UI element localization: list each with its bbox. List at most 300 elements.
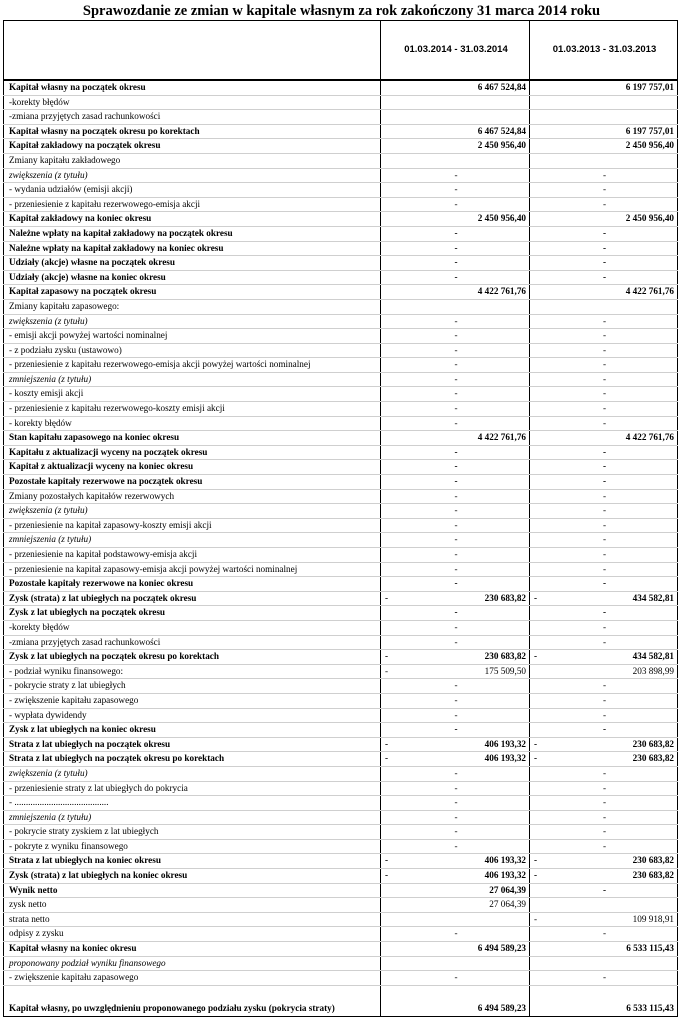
value-2014: 6 494 589,23 [477, 1003, 526, 1014]
value-2014: - [454, 417, 458, 428]
value-2014-cell [381, 723, 530, 738]
value-2014-cell [381, 766, 530, 781]
value-2013: - [602, 257, 607, 268]
value-2014-cell [381, 898, 530, 913]
row-label: zwiększenia (z tytułu) [4, 504, 381, 519]
table-row [4, 285, 678, 300]
table-body [4, 80, 678, 1016]
row-label: Należne wpłaty na kapitał zakładowy na początek okresu [4, 226, 381, 241]
value-2013: - [602, 315, 607, 326]
row-label: Udziały (akcje) własne na początek okresu [4, 256, 381, 271]
value-2013-cell [530, 635, 678, 650]
value-2013: 203 898,99 [632, 665, 674, 676]
value-2014: - [454, 680, 458, 691]
value-2013: - [602, 928, 607, 939]
value-2013: 109 918,91 [632, 913, 674, 924]
row-label: zwiększenia (z tytułu) [4, 314, 381, 329]
value-2014-cell [381, 883, 530, 898]
value-2013: - [602, 519, 607, 530]
table-row [4, 314, 678, 329]
row-label: Udziały (akcje) własne na koniec okresu [4, 270, 381, 285]
table-row [4, 475, 678, 490]
row-label: Kapitał z aktualizacji wyceny na koniec okresu [4, 460, 381, 475]
row-label: - pokryte z wyniku finansowego [4, 839, 381, 854]
value-2014: 2 450 956,40 [477, 140, 526, 151]
value-2013: - [602, 534, 607, 545]
value-2013: 2 450 956,40 [625, 140, 674, 151]
value-2014-cell [381, 693, 530, 708]
value-2014-cell [381, 650, 530, 665]
value-2013: 230 683,82 [632, 753, 674, 764]
table-row [4, 606, 678, 621]
value-2014-cell [381, 577, 530, 592]
row-label: - przeniesienie straty z lat ubiegłych do pokrycia [4, 781, 381, 796]
table-row [4, 489, 678, 504]
value-2013: - [602, 782, 607, 793]
row-label: Kapitału z aktualizacji wyceny na początek okresu [4, 445, 381, 460]
table-row [4, 445, 678, 460]
value-2014-cell [381, 358, 530, 373]
value-2013-cell [530, 825, 678, 840]
value-2013-cell [530, 416, 678, 431]
row-label: - podział wyniku finansowego: [4, 664, 381, 679]
value-2013: 230 683,82 [632, 870, 674, 881]
value-2014-cell [381, 212, 530, 227]
value-2014-cell [381, 256, 530, 271]
negative-marker: - [534, 592, 538, 603]
value-2014-cell [381, 869, 530, 884]
table-row [4, 533, 678, 548]
table-row [4, 693, 678, 708]
value-2014-cell [381, 270, 530, 285]
table-row [4, 329, 678, 344]
negative-marker: - [385, 665, 389, 676]
value-2013-cell [530, 197, 678, 212]
value-2014: 6 494 589,23 [477, 943, 526, 954]
table-row [4, 985, 678, 1016]
value-2013-cell [530, 241, 678, 256]
row-label: Zmiany kapitału zakładowego [4, 153, 381, 168]
value-2013-cell [530, 372, 678, 387]
value-2013: - [602, 549, 607, 559]
row-label: zwiększenia (z tytułu) [4, 766, 381, 781]
value-2014-cell [381, 533, 530, 548]
row-label: Zysk z lat ubiegłych na początek okresu [4, 606, 381, 621]
value-2013-cell [530, 387, 678, 402]
value-2014: - [454, 724, 458, 735]
value-2014: - [454, 330, 458, 341]
table-row [4, 299, 678, 314]
negative-marker: - [534, 738, 538, 749]
value-2014: - [454, 519, 458, 530]
value-2013-cell [530, 489, 678, 504]
value-2013: - [602, 724, 607, 735]
table-row [4, 548, 678, 563]
value-2014-cell [381, 752, 530, 767]
value-2013-cell [530, 504, 678, 519]
value-2014-cell [381, 285, 530, 300]
value-2013-cell [530, 358, 678, 373]
negative-marker: - [534, 753, 538, 764]
value-2014: - [454, 534, 458, 545]
value-2013-cell [530, 124, 678, 139]
value-2014-cell [381, 664, 530, 679]
value-2014-cell [381, 445, 530, 460]
value-2013-cell [530, 431, 678, 446]
row-label: - koszty emisji akcji [4, 387, 381, 402]
row-label: Zysk z lat ubiegłych na koniec okresu [4, 723, 381, 738]
value-2013-cell [530, 475, 678, 490]
table-row [4, 110, 678, 125]
value-2014: 230 683,82 [484, 651, 526, 662]
value-2013: 6 197 757,01 [625, 82, 674, 92]
value-2014-cell [381, 402, 530, 417]
value-2014: - [454, 257, 458, 268]
value-2013-cell [530, 898, 678, 913]
value-2014-cell [381, 80, 530, 95]
value-2013-cell [530, 518, 678, 533]
table-row [4, 708, 678, 723]
value-2013: - [602, 330, 607, 341]
value-2014-cell [381, 591, 530, 606]
value-2013: - [602, 198, 607, 209]
negative-marker: - [534, 651, 538, 662]
value-2013-cell [530, 956, 678, 971]
row-label: zmniejszenia (z tytułu) [4, 533, 381, 548]
value-2013: - [602, 490, 607, 501]
row-label: Wynik netto [4, 883, 381, 898]
table-row [4, 402, 678, 417]
row-label: zmniejszenia (z tytułu) [4, 810, 381, 825]
value-2013-cell [530, 985, 678, 1016]
value-2013-cell [530, 839, 678, 854]
row-label: - przeniesienie z kapitału rezerwowego-emisja akcji powyżej wartości nominalnej [4, 358, 381, 373]
value-2013: - [602, 578, 607, 589]
value-2014: - [454, 476, 458, 487]
value-2014-cell [381, 635, 530, 650]
value-2013-cell [530, 781, 678, 796]
value-2014: - [454, 373, 458, 384]
row-label: Kapitał własny, po uwzględnieniu proponowanego podziału zysku (pokrycia straty) [4, 985, 381, 1016]
value-2014: - [454, 972, 458, 983]
value-2013: 4 422 761,76 [625, 432, 674, 443]
value-2014-cell [381, 562, 530, 577]
table-row [4, 518, 678, 533]
value-2014: - [454, 621, 458, 632]
value-2013-cell [530, 577, 678, 592]
row-label: - wypłata dywidendy [4, 708, 381, 723]
value-2014-cell [381, 504, 530, 519]
value-2014-cell [381, 153, 530, 168]
value-2013: 6 533 115,43 [626, 943, 674, 954]
value-2013-cell [530, 548, 678, 563]
value-2014-cell [381, 942, 530, 957]
value-2013-cell [530, 314, 678, 329]
table-row [4, 504, 678, 519]
value-2014: 406 193,32 [484, 738, 526, 749]
value-2013: - [602, 417, 607, 428]
value-2014-cell [381, 95, 530, 110]
value-2013-cell [530, 606, 678, 621]
value-2013: - [602, 359, 607, 370]
table-row [4, 183, 678, 198]
value-2014-cell [381, 183, 530, 198]
value-2013-cell [530, 168, 678, 183]
value-2014: - [454, 490, 458, 501]
row-label: Zysk (strata) z lat ubiegłych na koniec okresu [4, 869, 381, 884]
row-label: Zysk z lat ubiegłych na początek okresu po korektach [4, 650, 381, 665]
value-2013: 2 450 956,40 [625, 213, 674, 224]
value-2014-cell [381, 781, 530, 796]
row-label: - przeniesienie na kapitał zapasowy-emisja akcji powyżej wartości nominalnej [4, 562, 381, 577]
value-2014: - [454, 271, 458, 282]
value-2013: - [602, 563, 607, 574]
value-2013: 230 683,82 [632, 855, 674, 866]
value-2013: - [602, 811, 607, 822]
value-2013: - [602, 621, 607, 632]
value-2013-cell [530, 810, 678, 825]
table-row [4, 635, 678, 650]
value-2013-cell [530, 533, 678, 548]
value-2014: - [454, 169, 458, 180]
value-2013: - [602, 680, 607, 691]
value-2013-cell [530, 693, 678, 708]
value-2014-cell [381, 548, 530, 563]
value-2014-cell [381, 518, 530, 533]
value-2013-cell [530, 869, 678, 884]
table-row [4, 431, 678, 446]
value-2014-cell [381, 737, 530, 752]
value-2013-cell [530, 737, 678, 752]
value-2014-cell [381, 168, 530, 183]
value-2014-cell [381, 839, 530, 854]
value-2013: 230 683,82 [632, 738, 674, 749]
negative-marker: - [385, 855, 389, 866]
table-row [4, 810, 678, 825]
value-2014-cell [381, 489, 530, 504]
row-label: Strata z lat ubiegłych na koniec okresu [4, 854, 381, 869]
table-row [4, 723, 678, 738]
value-2013-cell [530, 445, 678, 460]
value-2014: - [454, 709, 458, 720]
value-2014-cell [381, 431, 530, 446]
value-2013: - [602, 271, 607, 282]
value-2014-cell [381, 606, 530, 621]
value-2013: - [602, 709, 607, 720]
value-2014-cell [381, 460, 530, 475]
value-2014: - [454, 782, 458, 793]
row-label: Zmiany pozostałych kapitałów rezerwowych [4, 489, 381, 504]
value-2014-cell [381, 416, 530, 431]
equity-changes-table [3, 20, 678, 1017]
negative-marker: - [385, 738, 389, 749]
row-label: Kapitał własny na początek okresu po korektach [4, 124, 381, 139]
value-2013-cell [530, 854, 678, 869]
table-row [4, 854, 678, 869]
value-2014: 175 509,50 [484, 665, 526, 676]
table-row [4, 416, 678, 431]
table-row [4, 591, 678, 606]
table-row [4, 241, 678, 256]
value-2014-cell [381, 708, 530, 723]
row-label: -zmiana przyjętych zasad rachunkowości [4, 110, 381, 125]
value-2014-cell [381, 299, 530, 314]
value-2013-cell [530, 80, 678, 95]
value-2014: - [454, 811, 458, 822]
row-label: Pozostałe kapitały rezerwowe na początek okresu [4, 475, 381, 490]
value-2014: 230 683,82 [484, 592, 526, 603]
value-2014-cell [381, 475, 530, 490]
row-label: proponowany podział wyniku finansowego [4, 956, 381, 971]
value-2014: - [454, 461, 458, 472]
row-label: Strata z lat ubiegłych na początek okresu [4, 737, 381, 752]
table-row [4, 343, 678, 358]
table-row [4, 883, 678, 898]
table-row [4, 620, 678, 635]
value-2014: 27 064,39 [489, 884, 526, 895]
table-row [4, 869, 678, 884]
row-label: Kapitał zakładowy na koniec okresu [4, 212, 381, 227]
value-2014: - [454, 563, 458, 574]
value-2013-cell [530, 708, 678, 723]
value-2014: - [454, 767, 458, 778]
row-label: zwiększenia (z tytułu) [4, 168, 381, 183]
value-2013-cell [530, 139, 678, 154]
value-2013-cell [530, 591, 678, 606]
row-label: - przeniesienie na kapitał zapasowy-koszty emisji akcji [4, 518, 381, 533]
table-header-row [4, 21, 678, 81]
value-2013: - [602, 388, 607, 399]
value-2014: - [454, 840, 458, 851]
value-2014-cell [381, 241, 530, 256]
value-2013-cell [530, 299, 678, 314]
value-2014: 4 422 761,76 [477, 432, 526, 443]
table-row [4, 460, 678, 475]
table-row [4, 562, 678, 577]
table-row [4, 971, 678, 986]
row-label: strata netto [4, 912, 381, 927]
value-2013-cell [530, 256, 678, 271]
table-row [4, 256, 678, 271]
value-2014-cell [381, 110, 530, 125]
table-row [4, 577, 678, 592]
row-label: - przeniesienie na kapitał podstawowy-emisja akcji [4, 548, 381, 563]
table-row [4, 139, 678, 154]
value-2014: 6 467 524,84 [477, 82, 526, 92]
value-2013: - [602, 636, 607, 647]
value-2013-cell [530, 183, 678, 198]
table-row [4, 825, 678, 840]
row-label: Zmiany kapitału zapasowego: [4, 299, 381, 314]
row-label: Stan kapitału zapasowego na koniec okresu [4, 431, 381, 446]
value-2014: - [454, 607, 458, 618]
value-2013-cell [530, 912, 678, 927]
row-label: Kapitał zakładowy na początek okresu [4, 139, 381, 154]
row-label: odpisy z zysku [4, 927, 381, 942]
negative-marker: - [385, 753, 389, 764]
table-row [4, 80, 678, 95]
value-2014-cell [381, 854, 530, 869]
value-2013: - [602, 227, 607, 238]
row-label: Kapitał własny na początek okresu [4, 80, 381, 95]
value-2014: - [454, 344, 458, 355]
value-2014: - [454, 242, 458, 253]
negative-marker: - [385, 592, 389, 603]
value-2014-cell [381, 927, 530, 942]
table-row [4, 153, 678, 168]
value-2014: - [454, 578, 458, 589]
column-header-2014: 01.03.2014 - 31.03.2014 [381, 21, 530, 81]
value-2014: 2 450 956,40 [477, 213, 526, 224]
row-label: Strata z lat ubiegłych na początek okresu po korektach [4, 752, 381, 767]
table-row [4, 358, 678, 373]
row-label: Zysk (strata) z lat ubiegłych na początek okresu [4, 591, 381, 606]
value-2014: - [454, 388, 458, 399]
value-2013-cell [530, 153, 678, 168]
value-2014: - [454, 549, 458, 559]
value-2014-cell [381, 810, 530, 825]
value-2014: - [454, 403, 458, 414]
table-row [4, 664, 678, 679]
value-2013: 434 582,81 [632, 651, 674, 662]
value-2013: - [602, 972, 607, 983]
header-blank-cell [4, 21, 381, 81]
value-2013: - [602, 694, 607, 705]
row-label: - pokrycie straty zyskiem z lat ubiegłych [4, 825, 381, 840]
value-2014-cell [381, 372, 530, 387]
row-label: Pozostałe kapitały rezerwowe na koniec okresu [4, 577, 381, 592]
value-2013-cell [530, 562, 678, 577]
value-2013: 6 197 757,01 [625, 125, 674, 136]
value-2013: - [602, 344, 607, 355]
value-2014: 6 467 524,84 [477, 125, 526, 136]
value-2013: - [602, 169, 607, 180]
row-label: - z podziału zysku (ustawowo) [4, 343, 381, 358]
table-row [4, 95, 678, 110]
row-label: - emisji akcji powyżej wartości nominalnej [4, 329, 381, 344]
row-label: - ......................................... [4, 796, 381, 811]
page-title: Sprawozdanie ze zmian w kapitale własnym za rok zakończony 31 marca 2014 roku [82, 3, 601, 19]
value-2014: - [454, 359, 458, 370]
value-2013-cell [530, 650, 678, 665]
value-2014: - [454, 928, 458, 939]
table-row [4, 898, 678, 913]
row-label: - zwiększenie kapitału zapasowego [4, 693, 381, 708]
value-2014: 406 193,32 [484, 855, 526, 866]
value-2014-cell [381, 314, 530, 329]
value-2014-cell [381, 679, 530, 694]
value-2013-cell [530, 226, 678, 241]
value-2014-cell [381, 387, 530, 402]
value-2014: - [454, 446, 458, 457]
table-row [4, 927, 678, 942]
value-2013-cell [530, 766, 678, 781]
value-2014: - [454, 198, 458, 209]
value-2013: - [602, 826, 607, 837]
table-row [4, 226, 678, 241]
row-label: Kapitał zapasowy na początek okresu [4, 285, 381, 300]
row-label: - pokrycie straty z lat ubiegłych [4, 679, 381, 694]
value-2013-cell [530, 110, 678, 125]
value-2013: - [602, 403, 607, 414]
row-label: zysk netto [4, 898, 381, 913]
table-row [4, 387, 678, 402]
value-2013: - [602, 446, 607, 457]
value-2013: 4 422 761,76 [625, 286, 674, 297]
row-label: -zmiana przyjętych zasad rachunkowości [4, 635, 381, 650]
table-row [4, 796, 678, 811]
value-2013: - [602, 607, 607, 618]
